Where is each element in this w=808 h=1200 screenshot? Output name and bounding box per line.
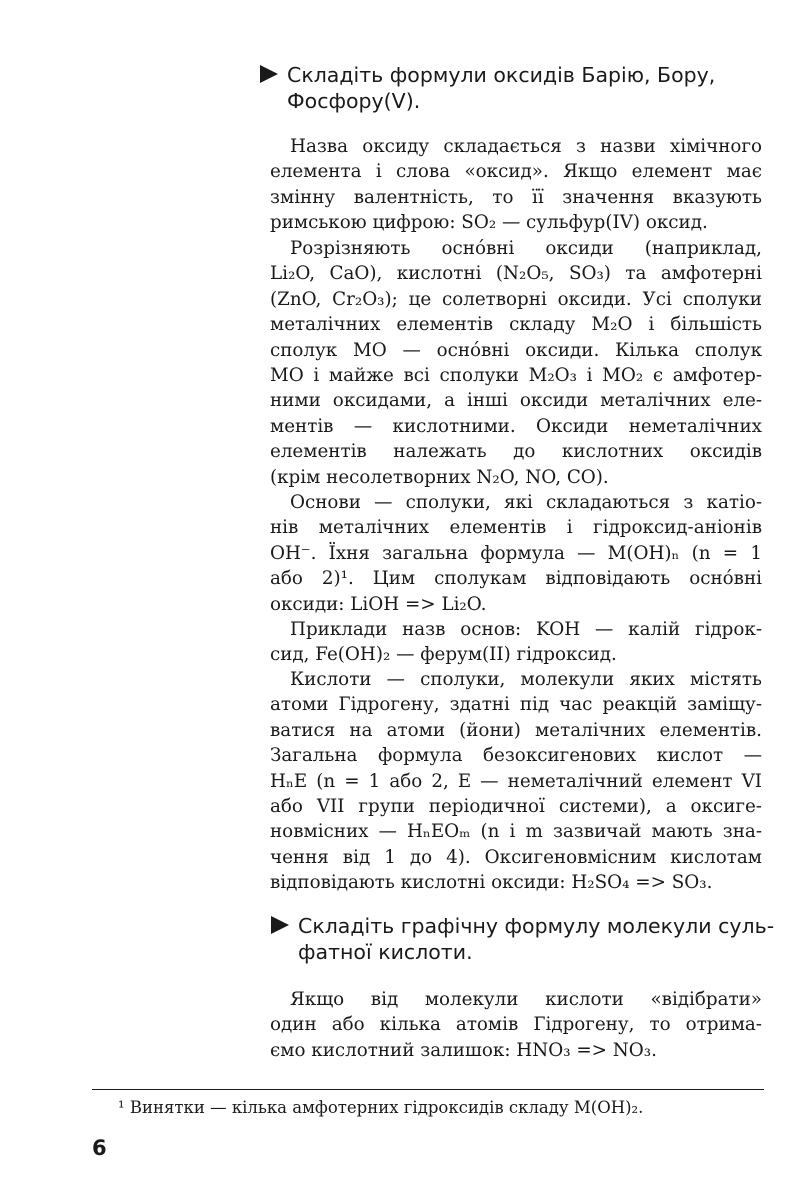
text-line: атоми Гідрогену, здатні під час реакцій заміщу- <box>270 694 762 716</box>
text-line: римською цифрою: SO₂ — сульфур(IV) оксид. <box>270 212 708 234</box>
text-line: HₙE (n = 1 або 2, E — неметалічний елемент VI <box>270 770 762 792</box>
text-line: відповідають кислотні оксиди: H₂SO₄ => SO₃. <box>270 872 713 894</box>
text-line: один або кілька атомів Гідрогену, то отрима- <box>270 1014 762 1036</box>
paragraph-oxide-types <box>270 236 762 490</box>
task-1-line: Фосфору(V). <box>287 89 421 113</box>
text-line: Кислоти — сполуки, молекули яких містять <box>290 669 762 690</box>
text-line: або VII групи періодичної системи), а оксиге- <box>270 796 762 818</box>
text-line: нів металічних елементів і гідроксид-аніонів <box>270 517 762 539</box>
footnote: ¹ Винятки — кілька амфотерних гідроксидів складу M(OH)₂. <box>118 1098 644 1117</box>
triangle-bullet-icon <box>260 65 278 83</box>
text-line: металічних елементів складу M₂O і більшість <box>270 314 762 336</box>
text-line: OH⁻. Їхня загальна формула — M(OH)ₙ (n = 1 <box>270 542 762 564</box>
paragraph-base-names <box>270 617 762 668</box>
paragraph-acid-residue <box>270 987 762 1063</box>
text-line: Розрізняють осно́вні оксиди (наприклад, <box>290 238 762 259</box>
footnote-divider <box>92 1089 764 1090</box>
text-line: змінну валентність, то її значення вказують <box>270 186 762 208</box>
text-line: ментів — кислотними. Оксиди неметалічних <box>270 415 762 437</box>
page-number: 6 <box>92 1136 107 1160</box>
task-2-line: Складіть графічну формулу молекули суль- <box>298 914 775 938</box>
text-line: Якщо від молекули кислоти «відібрати» <box>290 989 762 1010</box>
text-line: або 2)¹. Цим сполукам відповідають осно́вні <box>270 568 762 590</box>
text-line: ємо кислотний залишок: HNO₃ => NO₃. <box>270 1039 657 1061</box>
text-line: новмісних — HₙEOₘ (n і m зазвичай мають зна- <box>270 821 762 843</box>
task-2 <box>298 913 775 965</box>
text-line: елемента і слова «оксид». Якщо елемент має <box>270 161 762 183</box>
task-1 <box>287 62 767 114</box>
text-line: елементів належать до кислотних оксидів <box>270 441 762 463</box>
text-line: Приклади назв основ: KOH — калій гідрок- <box>290 619 762 640</box>
text-line: (крім несолетворних N₂O, NO, CO). <box>270 466 609 488</box>
text-line: сполук MO — осно́вні оксиди. Кілька сполук <box>270 339 762 361</box>
task-2-line: фатної кислоти. <box>298 940 473 964</box>
paragraph-acids <box>270 667 762 896</box>
task-1-line: Складіть формули оксидів Барію, Бору, <box>287 63 716 87</box>
text-line: Назва оксиду складається з назви хімічного <box>290 136 762 157</box>
text-line: (ZnO, Cr₂O₃); це солетворні оксиди. Усі сполуки <box>270 288 762 310</box>
paragraph-oxide-naming <box>270 134 762 236</box>
text-line: Li₂O, CaO), кислотні (N₂O₅, SO₃) та амфотерні <box>270 263 762 285</box>
text-line: Основи — сполуки, які складаються з катіо- <box>290 492 762 513</box>
text-line: MO і майже всі сполуки M₂O₃ і MO₂ є амфотер- <box>270 365 762 387</box>
text-line: ватися на атоми (йони) металічних елементів. <box>270 719 762 741</box>
text-line: оксиди: LiOH => Li₂O. <box>270 593 487 615</box>
text-line: сид, Fe(OH)₂ — ферум(II) гідроксид. <box>270 644 617 666</box>
text-line: Загальна формула безоксигенових кислот — <box>270 745 762 767</box>
paragraph-bases <box>270 490 762 617</box>
text-line: чення від 1 до 4). Оксигеновмісним кислотам <box>270 846 762 868</box>
triangle-bullet-icon <box>271 916 289 934</box>
text-line: ними оксидами, а інші оксиди металічних еле- <box>270 390 762 412</box>
